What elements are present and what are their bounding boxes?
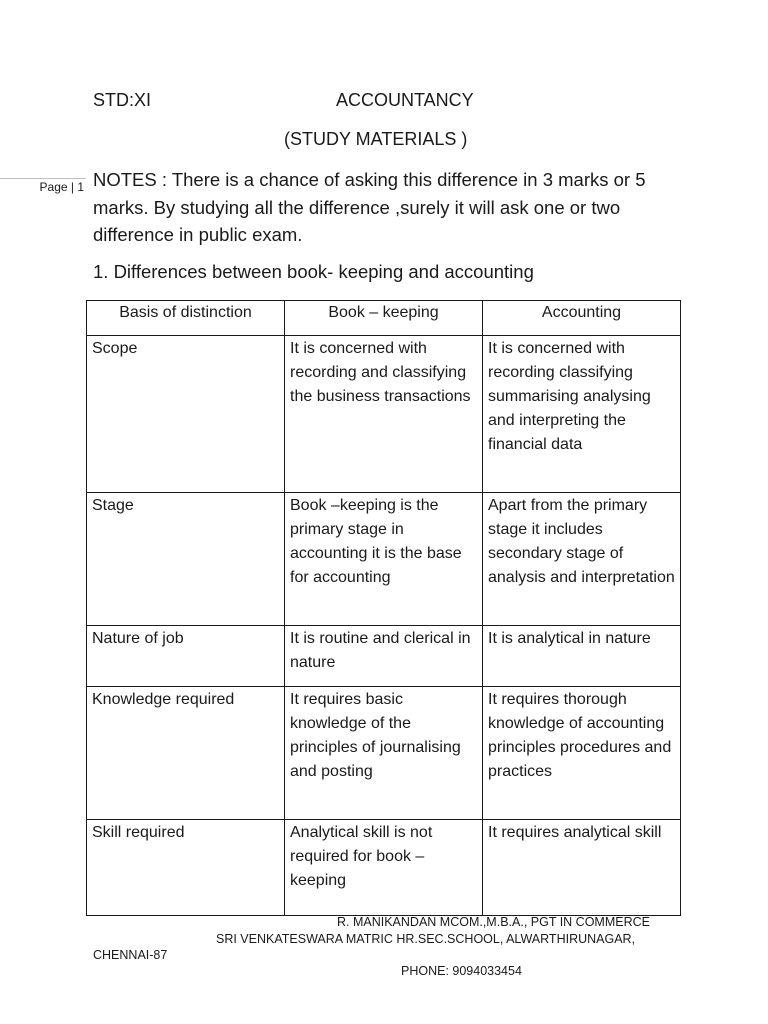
footer-author: R. MANIKANDAN MCOM.,M.B.A., PGT IN COMMERCE	[337, 915, 650, 929]
header-accounting: Accounting	[483, 301, 681, 336]
table-row	[87, 820, 681, 916]
cell-book-keeping: It requires basic knowledge of the principles of journalising and posting	[285, 687, 483, 820]
table-row	[87, 493, 681, 626]
cell-accounting: It is analytical in nature	[483, 626, 681, 687]
cell-book-keeping: Analytical skill is not required for book – keeping	[285, 820, 483, 916]
page-number-marker	[0, 178, 86, 195]
class-label: STD:XI	[93, 90, 152, 110]
table-row	[87, 336, 681, 493]
cell-book-keeping: Book –keeping is the primary stage in accounting it is the base for accounting	[285, 493, 483, 626]
table-row	[87, 626, 681, 687]
cell-basis: Skill required	[87, 820, 285, 916]
cell-accounting: It requires analytical skill	[483, 820, 681, 916]
footer-school: SRI VENKATESWARA MATRIC HR.SEC.SCHOOL, ALWARTHIRUNAGAR,	[216, 932, 636, 946]
document-subtitle: (STUDY MATERIALS )	[284, 129, 468, 149]
cell-basis: Knowledge required	[87, 687, 285, 820]
differences-table	[86, 300, 681, 916]
table-row	[87, 687, 681, 820]
page-number-label: Page | 1	[39, 180, 84, 194]
cell-book-keeping: It is concerned with recording and classifying the business transactions	[285, 336, 483, 493]
cell-basis: Nature of job	[87, 626, 285, 687]
cell-accounting: Apart from the primary stage it includes secondary stage of analysis and interpretation	[483, 493, 681, 626]
cell-accounting: It is concerned with recording classifying summarising analysing and interpreting the financial data	[483, 336, 681, 493]
footer-phone: PHONE: 9094033454	[401, 964, 522, 978]
section-heading: 1. Differences between book- keeping and accounting	[93, 261, 534, 282]
cell-basis: Stage	[87, 493, 285, 626]
cell-accounting: It requires thorough knowledge of accounting principles procedures and practices	[483, 687, 681, 820]
table-header-row	[87, 301, 681, 336]
header-basis: Basis of distinction	[87, 301, 285, 336]
subject-title: ACCOUNTANCY	[336, 90, 474, 110]
header-book-keeping: Book – keeping	[285, 301, 483, 336]
cell-book-keeping: It is routine and clerical in nature	[285, 626, 483, 687]
cell-basis: Scope	[87, 336, 285, 493]
notes-paragraph: NOTES : There is a chance of asking this difference in 3 marks or 5 marks. By studying all the difference ,surely it will ask one or two difference in public exam.	[93, 169, 646, 245]
footer-city: CHENNAI-87	[93, 948, 168, 962]
